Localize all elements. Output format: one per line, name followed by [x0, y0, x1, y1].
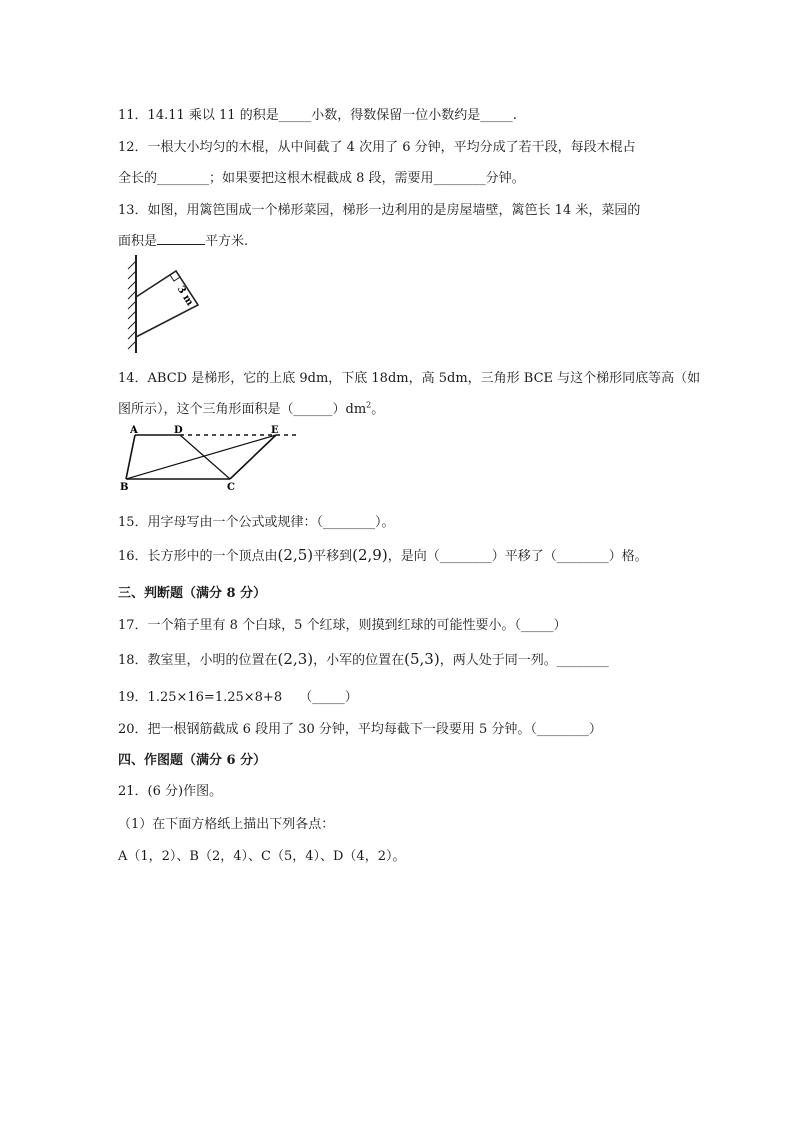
question-15: 15．用字母写由一个公式或规律：（________）。: [118, 515, 395, 530]
q16-point-2: (2,9): [352, 546, 388, 564]
question-11: [118, 104, 517, 123]
trapezoid-triangle-figure: [118, 422, 303, 494]
q18-text-a: 18．教室里，小明的位置在: [118, 653, 278, 668]
vertex-c-label: C: [227, 482, 235, 493]
section-4-title: 四、作图题（满分 6 分）: [118, 753, 267, 768]
garden-trapezoid-figure: [118, 253, 228, 357]
q18-text-c: ，两人处于同一列。________: [439, 653, 609, 668]
question-12-line-1: 12．一根大小均匀的木棍，从中间截了 4 次用了 6 分钟，平均分成了若干段，每段木棍占: [118, 140, 636, 155]
q18-point-1: (2,3): [277, 650, 314, 668]
q11-blank-1: _____: [278, 108, 312, 123]
vertex-a-label: A: [130, 425, 138, 436]
question-13-line-2: [118, 230, 248, 249]
q14-text: 图所示），这个三角形面积是（______）dm: [118, 402, 367, 417]
question-14-line-2: [118, 398, 384, 417]
question-12-line-2: [118, 167, 525, 186]
vertex-d-label: D: [174, 425, 183, 436]
question-21: 21．(6 分)作图。: [118, 784, 223, 799]
question-21-part-1: （1）在下面方格纸上描出下列各点：: [118, 817, 335, 832]
q16-point-1: (2,5): [277, 546, 314, 564]
q13-text-a: 面积是: [118, 234, 158, 249]
segment-ab: [126, 435, 135, 479]
question-14-line-1: 14．ABCD 是梯形，它的上底 9dm，下底 18dm，高 5dm，三角形 BCE 与这个梯形同底等高（如: [118, 371, 701, 386]
q13-answer-blank: [157, 232, 205, 245]
q13-text-b: 平方米.: [205, 234, 249, 249]
q11-text-b: 小数，得数保留一位小数约是: [311, 108, 481, 123]
q12-text-a: 全长的: [118, 171, 158, 186]
wall-hatching: [128, 261, 136, 349]
q14-end: 。: [371, 402, 385, 417]
q18-text-b: ，小军的位置在: [313, 653, 405, 668]
q14-superscript: 2: [366, 400, 372, 410]
section-3-title: 三、判断题（满分 8 分）: [118, 586, 267, 601]
q12-blank-2: ________: [433, 171, 486, 186]
question-17: 17．一个箱子里有 8 个白球，5 个红球，则摸到红球的可能性要小。（_____）: [118, 618, 567, 633]
question-18: [118, 649, 609, 668]
q16-text-b: 平移到: [313, 549, 353, 564]
q12-text-c: ；如果要把这根木棍截成 8 段，需要用: [209, 171, 434, 186]
q11-text-c: .: [512, 108, 517, 123]
segment-dc: [180, 435, 230, 479]
question-16: [118, 545, 648, 564]
question-21-points: A（1，2）、B（2，4）、C（5，4）、D（4，2）。: [118, 849, 406, 864]
q16-text-c: ，是向（________）平移了（________）格。: [387, 549, 648, 564]
question-20: 20．把一根钢筋截成 6 段用了 30 分钟，平均每截下一段要用 5 分钟。（________）: [118, 722, 602, 737]
question-13-line-1: 13．如图，用篱笆围成一个梯形菜园，梯形一边利用的是房屋墙壁，篱笆长 14 米，菜园的: [118, 203, 641, 218]
q12-text-e: 分钟。: [485, 171, 525, 186]
vertex-e-label: E: [271, 425, 279, 436]
q12-blank-1: ________: [157, 171, 210, 186]
fig-height-label: 3 m: [174, 284, 196, 308]
q16-text-a: 16．长方形中的一个顶点由: [118, 549, 278, 564]
q11-text-a: 11．14.11 乘以 11 的积是: [118, 108, 279, 123]
q11-blank-2: _____: [480, 108, 513, 123]
vertex-b-label: B: [120, 482, 129, 493]
question-19: 19．1.25×16=1.25×8+8 （_____）: [118, 690, 358, 705]
q18-point-2: (5,3): [404, 650, 440, 668]
